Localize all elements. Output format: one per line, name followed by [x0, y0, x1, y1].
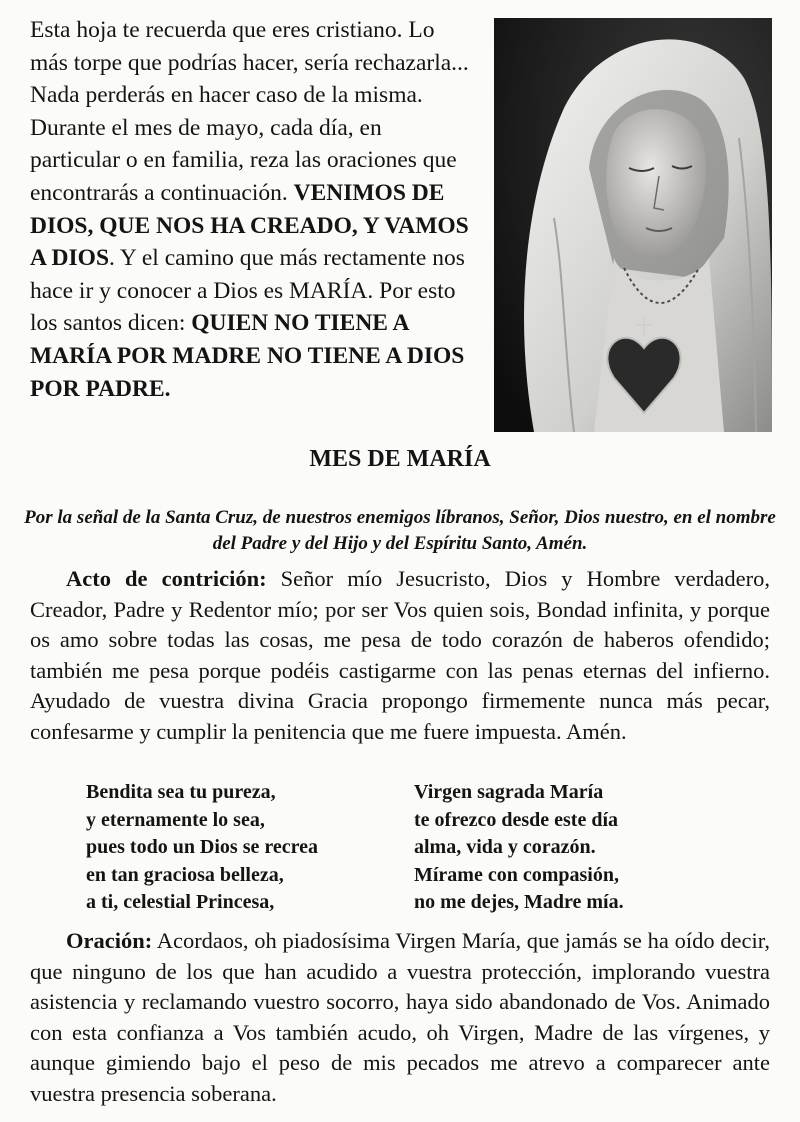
poem-left-column — [86, 779, 318, 917]
poem-right-column — [414, 779, 624, 917]
poem-line: te ofrezco desde este día — [414, 808, 619, 831]
act-of-contrition — [30, 564, 770, 747]
intro-bold-2: QUIEN NO TIENE A MARÍA POR MADRE NO TIENE A DIOS POR PADRE. — [30, 310, 465, 402]
poem-line: no me dejes, Madre mía. — [414, 891, 624, 913]
poem-line: Mírame con compasión, — [414, 863, 619, 886]
prayer-text: Acordaos, oh piadosísima Virgen María, que jamás se ha oído decir, que ninguno de los que han acudido a vuestra protección, implorando vuestra asistencia y reclamando vuestro socorro, haya sido abandonado de Vos. Animado con esta confianza a Vos también acudo, oh Virgen, Madre de las vírgenes, y aunque gimiendo bajo el peso de mis pecados me atrevo a comparecer ante vuestra presencia soberana. — [30, 928, 770, 1106]
virgin-mary-image — [494, 18, 772, 432]
memorare-prayer — [30, 926, 770, 1109]
poem-line: alma, vida y corazón. — [414, 836, 596, 858]
virgin-mary-icon — [494, 18, 772, 432]
poem-line: a ti, celestial Princesa, — [86, 891, 275, 913]
poem-line: Virgen sagrada María — [414, 781, 604, 803]
poem-line: y eternamente lo sea, — [86, 808, 265, 831]
prayer-lead: Oración: — [66, 928, 153, 953]
contrition-text: Señor mío Jesucristo, Dios y Hombre verdadero, Creador, Padre y Redentor mío; por ser Vos quien sois, Bondad infinita, y porque os amo sobre todas las cosas, me pesa de todo corazón de haberos ofendido; también me pesa porque podéis castigarme con las penas eternas del infierno. Ayudado de vuestra divina Gracia propongo firmemente nunca más pecar, confesarme y cumplir la penitencia que me fuere impuesta. Amén. — [30, 566, 770, 744]
sign-of-cross-invocation: Por la señal de la Santa Cruz, de nuestros enemigos líbranos, Señor, Dios nuestro, en el nombre del Padre y del Hijo y del Espíritu Santo, Amén. — [24, 507, 776, 554]
poem-line: en tan graciosa belleza, — [86, 863, 284, 886]
intro-paragraph — [30, 14, 470, 405]
intro-text-2: . Y el camino que más rectamente nos hace ir y conocer a Dios es MARÍA. Por esto los santos dicen: — [30, 245, 465, 337]
contrition-lead: Acto de contrición: — [66, 566, 267, 591]
intro-bold-1: VENIMOS DE DIOS, QUE NOS HA CREADO, Y VAMOS A DIOS — [30, 179, 469, 272]
page-title: MES DE MARÍA — [309, 446, 491, 472]
poem-line: pues todo un Dios se recrea — [86, 836, 319, 858]
poem-line: Bendita sea tu pureza, — [86, 781, 276, 803]
intro-text-1: Esta hoja te recuerda que eres cristiano. Lo más torpe que podrías hacer, sería rechazarla... Nada perderás en hacer caso de la misma. Durante el mes de mayo, cada día, en particular o en familia, reza las oraciones que encontrarás a continuación. — [30, 17, 469, 206]
